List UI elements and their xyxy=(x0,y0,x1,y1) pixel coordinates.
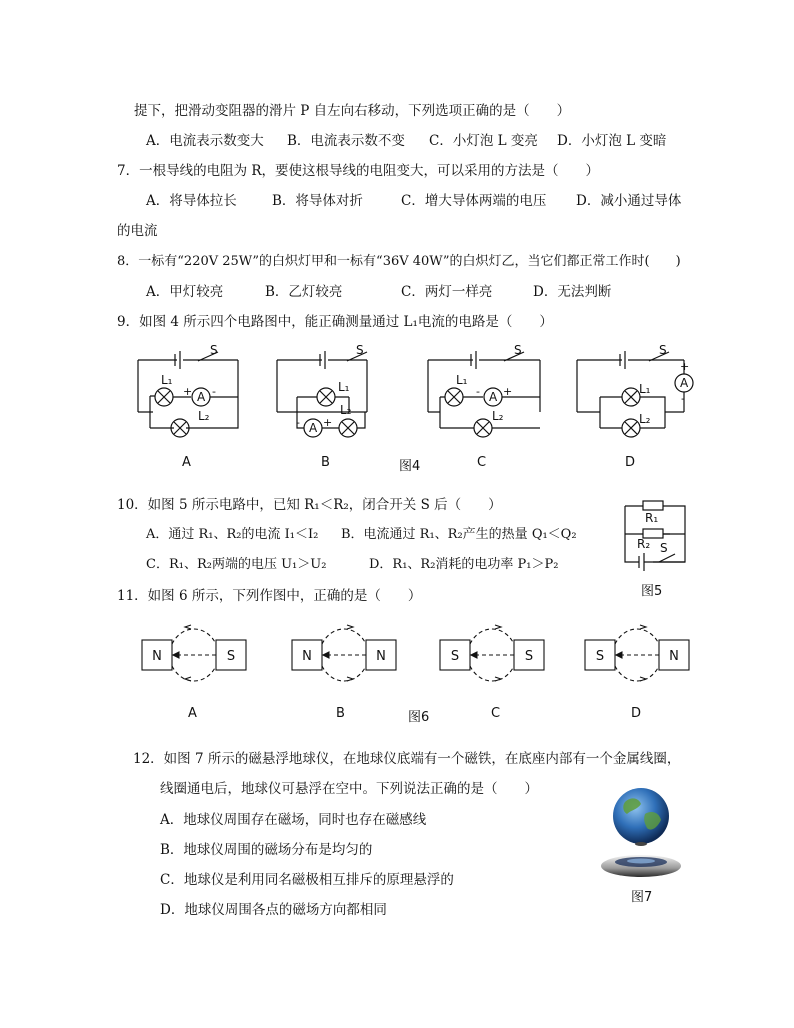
magnet-b-caption: B xyxy=(336,706,345,721)
q12-stem-line1: 12．如图 7 所示的磁悬浮地球仪，在地球仪底端有一个磁铁，在底座内部有一个金属线圈， xyxy=(133,751,681,767)
circuit-d-plus: + xyxy=(680,360,690,373)
magnet-a-left-pole: N xyxy=(152,649,162,664)
q12-option-b: B．地球仪周围的磁场分布是均匀的 xyxy=(160,842,373,858)
q11-stem: 11．如图 6 所示，下列作图中，正确的是（ ） xyxy=(117,588,422,604)
q8-option-b: B．乙灯较亮 xyxy=(265,284,343,300)
circuit-d-caption: D xyxy=(625,455,636,470)
q10-option-a: A．通过 R₁、R₂的电流 I₁＜I₂ xyxy=(146,527,319,542)
circuit-a-plus: + xyxy=(183,385,193,398)
figure-5-r1-label: R₁ xyxy=(645,511,659,525)
circuit-d xyxy=(577,351,693,437)
magnet-c-caption: C xyxy=(491,706,501,721)
figure-4-caption: 图4 xyxy=(399,459,421,474)
circuit-d-minus: - xyxy=(681,392,685,405)
figure-6-caption: 图6 xyxy=(408,710,430,725)
circuit-c-minus: - xyxy=(476,385,480,398)
circuit-c-l2-label: L₂ xyxy=(492,409,504,423)
figure-6-magnets xyxy=(130,620,700,690)
q9-stem: 9．如图 4 所示四个电路图中，能正确测量通过 L₁电流的电路是（ ） xyxy=(117,314,553,330)
q6-option-c: C．小灯泡 L 变亮 xyxy=(429,133,538,149)
q10-option-d: D．R₁、R₂消耗的电功率 P₁＞P₂ xyxy=(369,557,559,572)
circuit-a-l2-label: L₂ xyxy=(198,409,210,423)
figure-7-caption: 图7 xyxy=(631,890,653,905)
circuit-d-switch-label: S xyxy=(659,343,667,357)
q8-option-c: C．两灯一样亮 xyxy=(401,284,493,300)
circuit-b-minus: - xyxy=(296,416,300,429)
q7-option-b: B．将导体对折 xyxy=(272,193,363,209)
circuit-a-switch-label: S xyxy=(210,343,218,357)
circuit-d-l2-label: L₂ xyxy=(639,412,651,426)
q10-option-b: B．电流通过 R₁、R₂产生的热量 Q₁＜Q₂ xyxy=(341,527,577,542)
circuit-d-ammeter-label: A xyxy=(680,376,689,390)
magnet-a-caption: A xyxy=(188,706,197,721)
circuit-c-l1-label: L₁ xyxy=(456,373,468,387)
q12-option-a: A．地球仪周围存在磁场，同时也存在磁感线 xyxy=(160,812,427,828)
q6-stem: 提下，把滑动变阻器的滑片 P 自左向右移动，下列选项正确的是（ ） xyxy=(134,103,571,119)
figure-5-caption: 图5 xyxy=(641,584,663,599)
q8-stem: 8．一标有“220V 25W”的白炽灯甲和一标有“36V 40W”的白炽灯乙，当它们都正常工作时( ) xyxy=(117,254,681,269)
q10-stem: 10．如图 5 所示电路中，已知 R₁＜R₂，闭合开关 S 后（ ） xyxy=(117,497,502,513)
circuit-b-plus: + xyxy=(323,416,333,429)
q7-stem: 7．一根导线的电阻为 R，要使这根导线的电阻变大，可以采用的方法是（ ） xyxy=(117,163,600,179)
q6-option-a: A．电流表示数变大 xyxy=(146,133,264,149)
q6-option-d: D．小灯泡 L 变暗 xyxy=(557,133,667,149)
figure-5-circuit xyxy=(615,496,695,571)
q10-option-c: C．R₁、R₂两端的电压 U₁＞U₂ xyxy=(146,557,327,572)
magnet-d-caption: D xyxy=(631,706,642,721)
q12-stem-line2: 线圈通电后，地球仪可悬浮在空中。下列说法正确的是（ ） xyxy=(160,781,538,797)
circuit-a-l1-label: L₁ xyxy=(161,373,173,387)
figure-5-switch-label: S xyxy=(660,541,668,555)
magnet-d-left-pole: S xyxy=(595,649,605,664)
circuit-a-minus: - xyxy=(212,385,216,398)
q7-option-d-wrap: 的电流 xyxy=(117,223,158,239)
magnet-c-left-pole: S xyxy=(450,649,460,664)
magnet-b-right-pole: N xyxy=(376,649,386,664)
circuit-b-l2-label: L₂ xyxy=(340,403,352,417)
magnet-d-right-pole: N xyxy=(669,649,679,664)
circuit-b-ammeter-label: A xyxy=(309,421,318,435)
q7-option-d: D．减小通过导体 xyxy=(576,193,682,209)
circuit-a-ammeter-label: A xyxy=(197,390,206,404)
q7-option-c: C．增大导体两端的电压 xyxy=(401,193,547,209)
circuit-b-l1-label: L₁ xyxy=(338,380,350,394)
circuit-c-switch-label: S xyxy=(514,343,522,357)
circuit-b-switch-label: S xyxy=(356,343,364,357)
circuit-a-caption: A xyxy=(182,455,191,470)
circuit-b-caption: B xyxy=(321,455,330,470)
figure-5-r2-label: R₂ xyxy=(637,537,651,551)
circuit-c-caption: C xyxy=(477,455,487,470)
q8-option-d: D．无法判断 xyxy=(533,284,612,300)
magnet-a-right-pole: S xyxy=(226,649,236,664)
magnet-b-left-pole: N xyxy=(302,649,312,664)
q12-option-c: C．地球仪是利用同名磁极相互排斥的原理悬浮的 xyxy=(160,872,454,888)
circuit-d-l1-label: L₁ xyxy=(639,382,651,396)
q6-option-b: B．电流表示数不变 xyxy=(287,133,405,149)
circuit-c-plus: + xyxy=(503,385,513,398)
globe-icon xyxy=(613,788,669,844)
circuit-b xyxy=(277,351,367,437)
circuit-c xyxy=(428,351,540,437)
figure-7-maglev-globe xyxy=(595,780,685,885)
q7-option-a: A．将导体拉长 xyxy=(146,193,237,209)
q8-option-a: A．甲灯较亮 xyxy=(146,284,224,300)
magnet-c-right-pole: S xyxy=(524,649,534,664)
q12-option-d: D．地球仪周围各点的磁场方向都相同 xyxy=(160,902,387,918)
circuit-c-ammeter-label: A xyxy=(489,390,498,404)
